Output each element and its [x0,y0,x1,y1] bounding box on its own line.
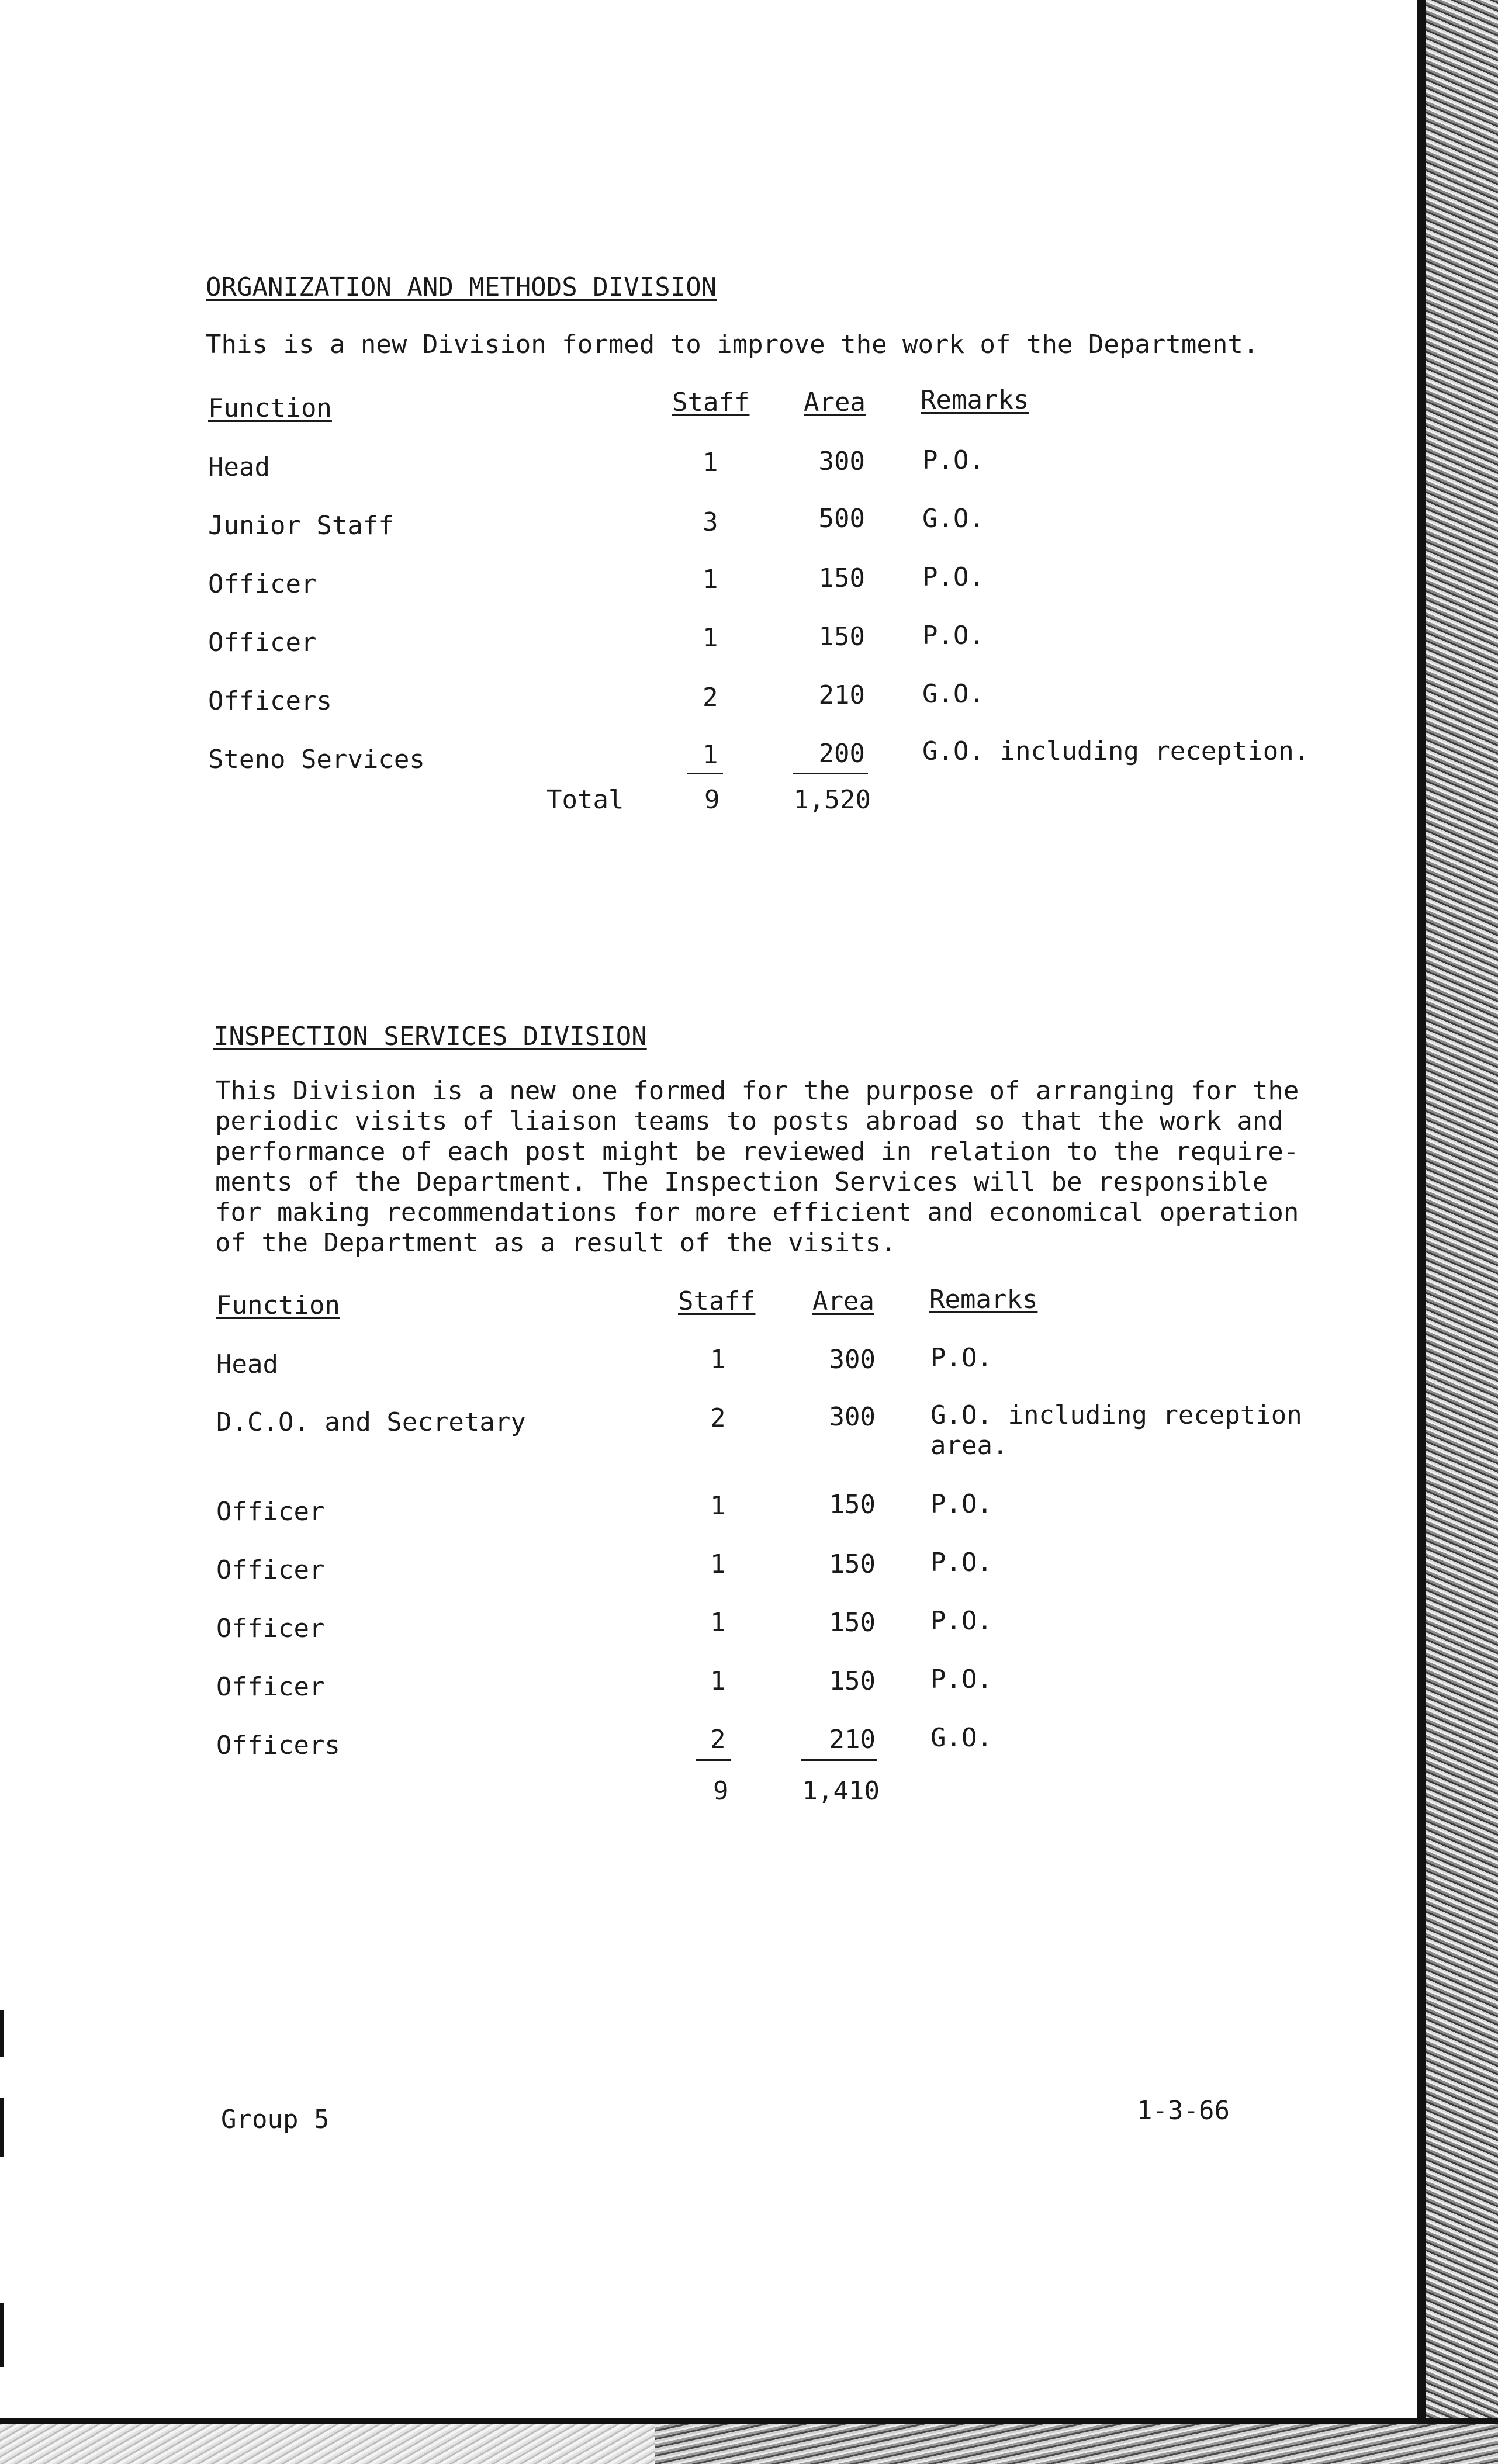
om-row-staff: 1 [703,565,718,594]
isd-row-remarks-cont: area. [930,1431,1008,1461]
om-row-area: 210 [818,680,865,710]
om-col-area: Area [804,387,866,417]
isd-total-staff: 9 [713,1776,729,1806]
isd-row-function: Head [216,1349,278,1379]
om-row-remarks: G.O. [922,504,984,534]
isd-row-function: Officer [216,1614,325,1643]
om-row-remarks: P.O. [922,562,984,592]
isd-row-area: 300 [829,1402,876,1432]
isd-row-staff: 1 [710,1549,726,1579]
isd-col-function: Function [216,1290,340,1320]
margin-mark [0,2010,4,2057]
om-row-area: 150 [818,622,865,652]
isd-row-remarks: P.O. [930,1548,992,1577]
subtotal-rule [793,773,868,774]
subtotal-rule [696,1759,731,1761]
isd-row-staff: 1 [710,1491,726,1521]
isd-col-area: Area [812,1286,874,1316]
isd-col-remarks: Remarks [929,1285,1038,1314]
om-row-function: Junior Staff [208,511,394,541]
om-row-area: 500 [818,504,865,534]
om-row-function: Steno Services [208,745,425,774]
om-row-function: Officers [208,686,332,716]
isd-intro-line: of the Department as a result of the visits. [215,1228,897,1258]
margin-mark [0,2098,4,2157]
document-date: 1-3-66 [1137,2096,1230,2126]
isd-row-area: 150 [829,1549,876,1579]
om-row-function: Officer [208,628,317,657]
subtotal-rule [687,773,723,774]
isd-row-remarks: P.O. [930,1606,992,1636]
isd-row-remarks: P.O. [930,1489,992,1519]
isd-row-area: 300 [829,1345,876,1375]
isd-row-function: Officer [216,1497,325,1527]
om-row-function: Head [208,452,270,482]
isd-col-staff: Staff [678,1286,756,1316]
isd-row-area: 150 [829,1666,876,1696]
isd-row-staff: 2 [710,1403,726,1433]
isd-row-area: 150 [829,1608,876,1638]
subtotal-rule [801,1759,877,1761]
om-row-remarks: G.O. [922,679,984,709]
isd-intro-line: for making recommendations for more efficient and economical operation [215,1198,1299,1227]
om-row-remarks: P.O. [922,445,984,475]
om-row-staff: 2 [703,683,718,712]
isd-row-function: Officers [216,1731,340,1760]
om-row-staff: 1 [703,740,718,770]
om-row-staff: 3 [703,507,718,537]
om-total-area: 1,520 [793,785,871,815]
isd-row-remarks: P.O. [930,1664,992,1694]
scan-edge-right [1417,0,1498,2464]
isd-row-area: 150 [829,1490,876,1520]
om-intro: This is a new Division formed to improve the work of the Department. [206,330,1259,359]
group-label: Group 5 [221,2105,330,2134]
isd-row-remarks: G.O. [930,1723,992,1753]
om-total-staff: 9 [704,785,720,815]
om-row-area: 300 [818,447,865,476]
isd-heading: INSPECTION SERVICES DIVISION [213,1022,647,1051]
isd-row-area: 210 [829,1725,876,1754]
isd-row-function: Officer [216,1672,325,1702]
scan-edge-bottom [0,2418,1498,2464]
om-heading: ORGANIZATION AND METHODS DIVISION [206,272,717,302]
isd-row-staff: 1 [710,1666,726,1696]
isd-row-staff: 2 [710,1725,726,1754]
om-row-remarks: G.O. including reception. [922,736,1310,766]
om-col-function: Function [208,393,332,423]
isd-intro-line: This Division is a new one formed for the purpose of arranging for the [215,1076,1299,1106]
isd-row-remarks: G.O. including reception [930,1400,1302,1430]
isd-row-function: D.C.O. and Secretary [216,1407,526,1437]
isd-intro-line: ments of the Department. The Inspection Services will be responsible [215,1167,1268,1197]
om-total-label: Total [546,785,624,815]
isd-row-function: Officer [216,1555,325,1585]
om-row-staff: 1 [703,623,718,653]
isd-row-staff: 1 [710,1345,726,1375]
isd-row-staff: 1 [710,1608,726,1638]
om-row-area: 150 [818,563,865,593]
om-row-staff: 1 [703,448,718,477]
isd-row-remarks: P.O. [930,1343,992,1373]
isd-intro-line: periodic visits of liaison teams to posts abroad so that the work and [215,1106,1283,1136]
isd-intro-line: performance of each post might be reviewed in relation to the require- [215,1137,1299,1167]
isd-total-area: 1,410 [802,1776,880,1806]
margin-mark [0,2303,4,2367]
om-row-function: Officer [208,569,317,599]
om-row-area: 200 [818,739,865,769]
om-col-staff: Staff [672,387,750,417]
om-row-remarks: P.O. [922,621,984,650]
om-col-remarks: Remarks [921,385,1029,415]
